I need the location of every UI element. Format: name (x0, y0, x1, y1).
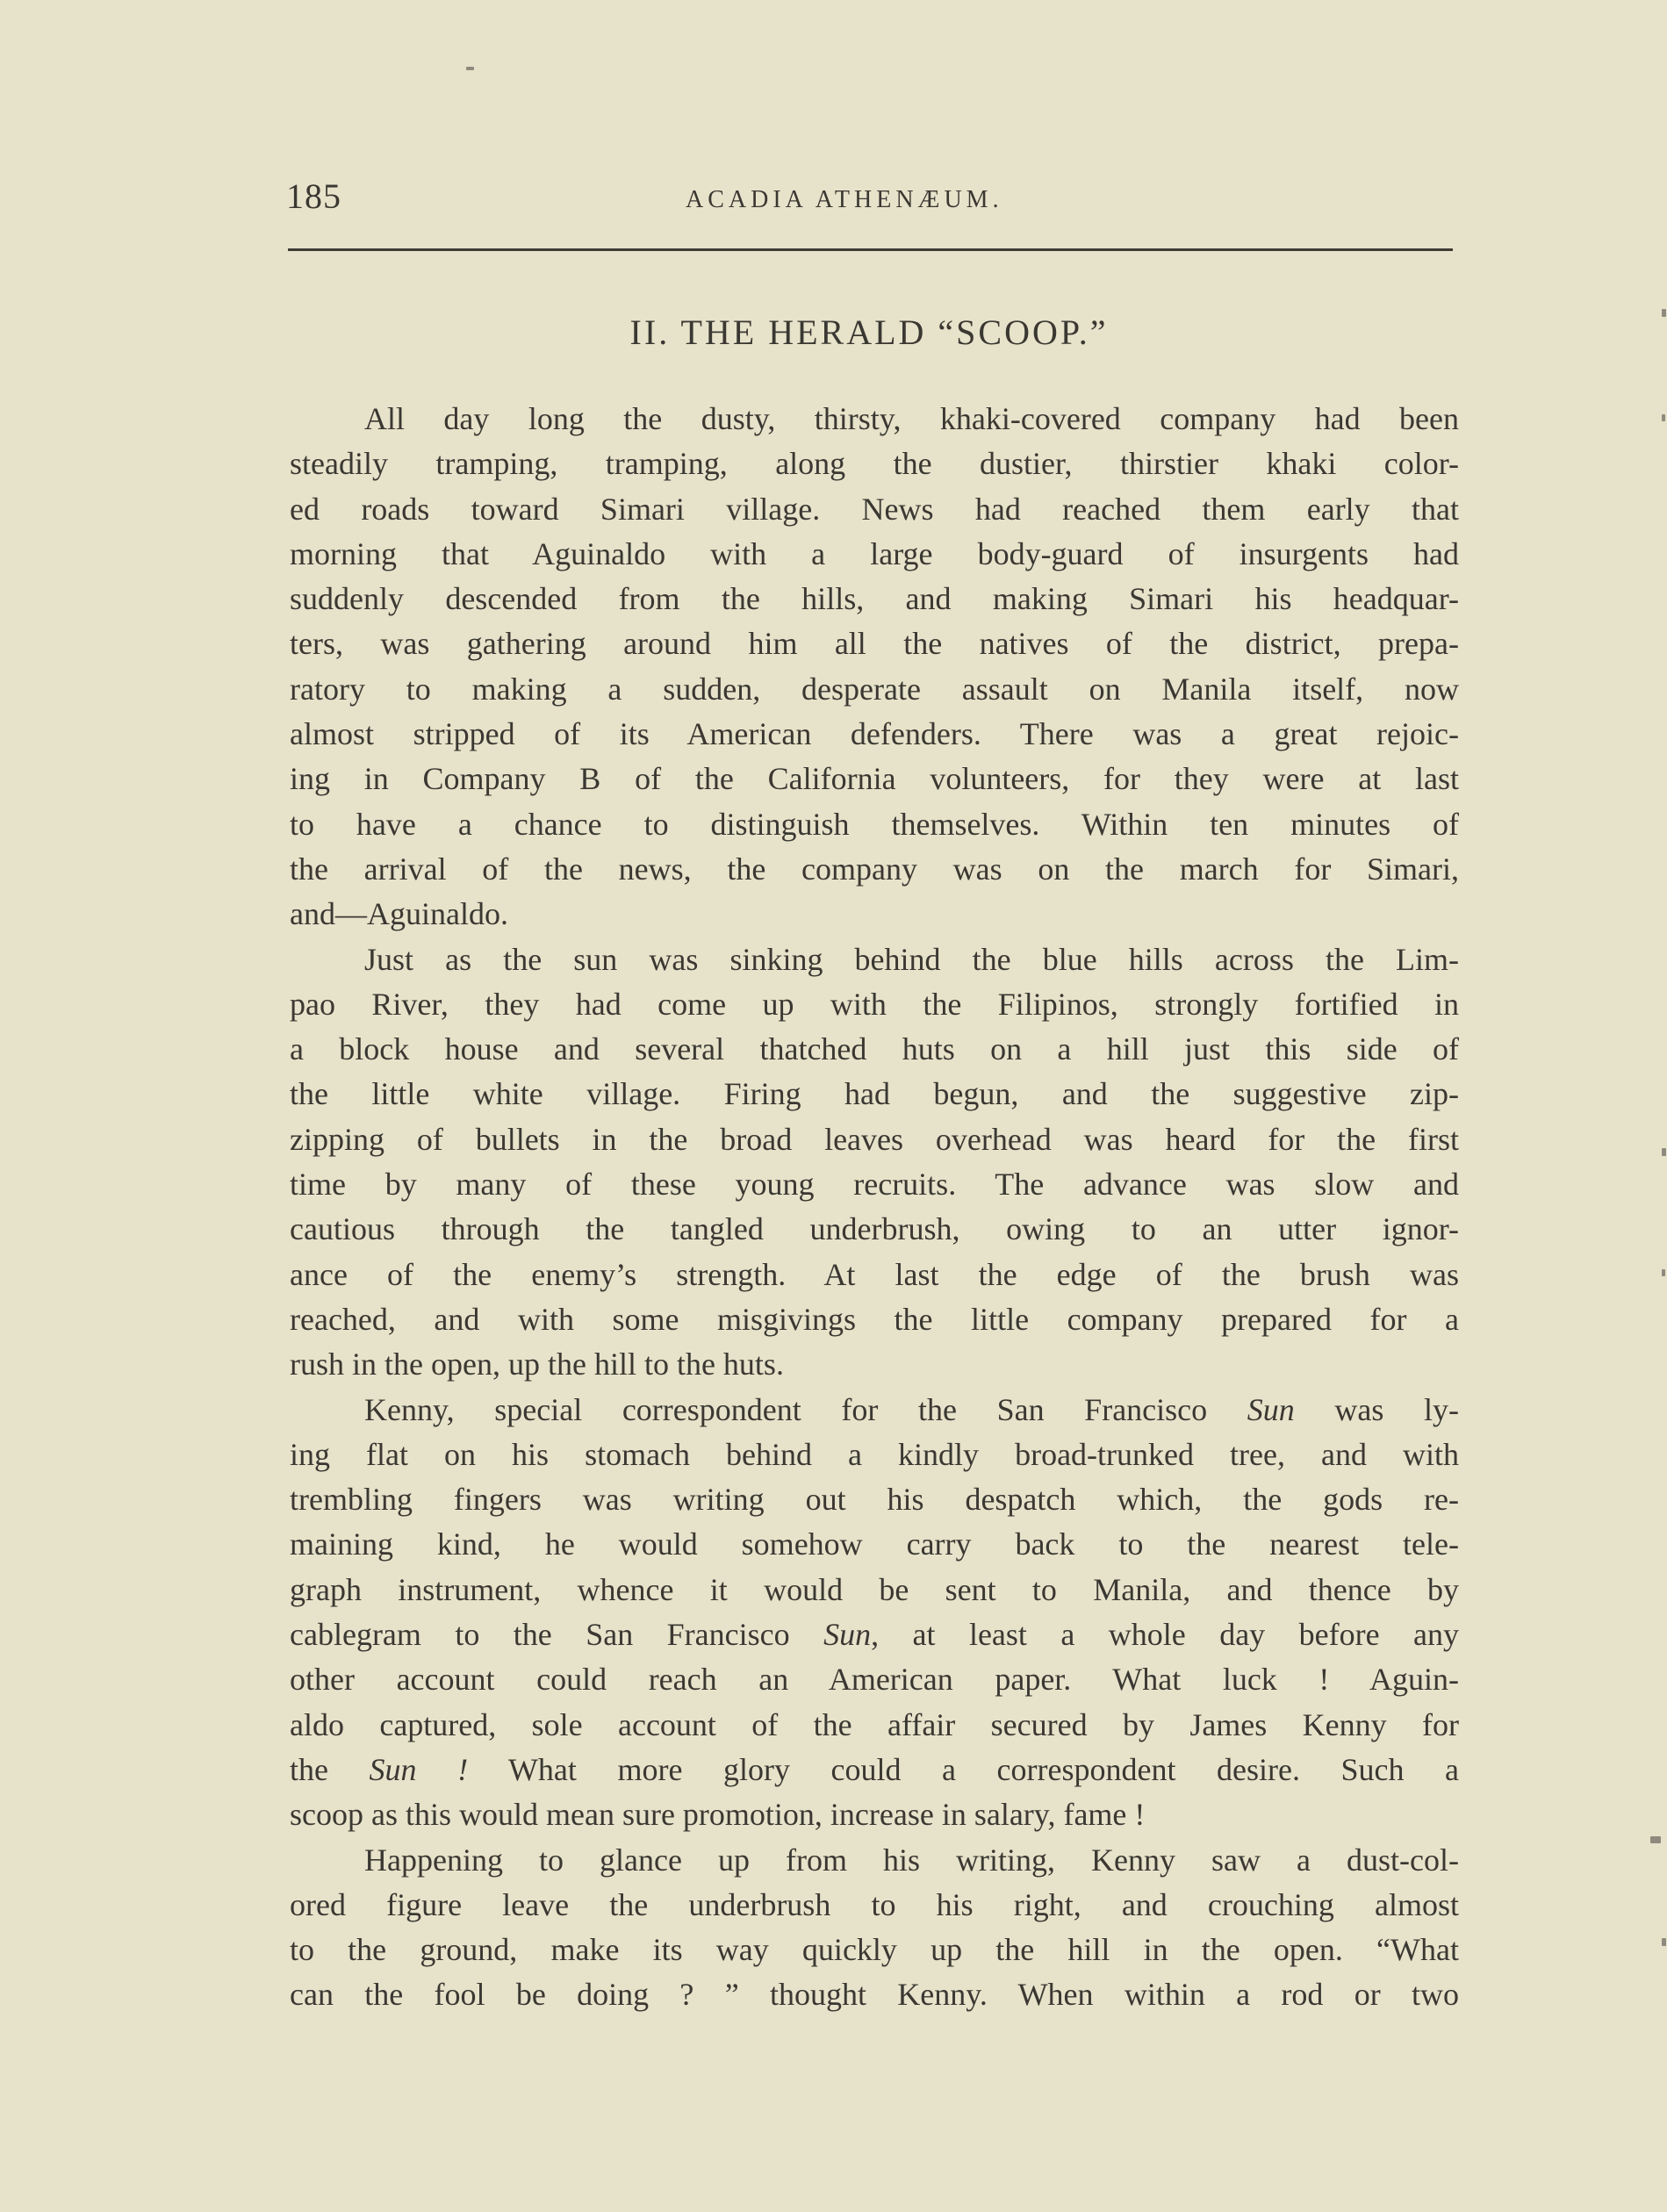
text-line (290, 1568, 1459, 1612)
line-text: ance of the enemy’s strength. At last the edge of the brush was (290, 1256, 1459, 1292)
line-text: can the fool be doing ? ” thought Kenny. When within a rod or two (290, 1977, 1459, 2013)
text-line (290, 1207, 1459, 1252)
line-text: cautious through the tangled underbrush, owing to an utter ignor- (290, 1211, 1459, 1247)
line-text: the (290, 1751, 370, 1787)
line-text: aldo captured, sole account of the affair secured by James Kenny for (290, 1706, 1459, 1742)
text-line (290, 1027, 1459, 1072)
line-text: cablegram to the San Francisco (290, 1617, 824, 1653)
text-line (290, 892, 1459, 937)
text-line (290, 1657, 1459, 1702)
text-line (290, 487, 1459, 532)
text-line (290, 1612, 1459, 1657)
line-text: Kenny, special correspondent for the San Francisco (364, 1391, 1247, 1427)
article-body (290, 397, 1459, 2018)
text-line (290, 577, 1459, 621)
line-text: rush in the open, up the hill to the huts. (290, 1347, 784, 1382)
line-text: other account could reach an American paper. What luck ! Aguin- (290, 1662, 1459, 1698)
italic-text: Sun (1247, 1391, 1295, 1427)
text-line (290, 1253, 1459, 1297)
line-text: ing in Company B of the California volunteers, for they were at last (290, 761, 1459, 797)
speck-mark (1650, 1836, 1661, 1843)
text-line (290, 442, 1459, 486)
speck-mark (1662, 309, 1666, 317)
text-line (290, 937, 1459, 982)
line-text: , at least a whole day before any (871, 1617, 1459, 1653)
paragraph (290, 397, 1459, 937)
text-line (290, 1883, 1459, 1928)
line-text: almost stripped of its American defenders. There was a great rejoic- (290, 716, 1459, 752)
text-line (290, 982, 1459, 1027)
line-text: morning that Aguinaldo with a large body-guard of insurgents had (290, 535, 1459, 571)
text-line (290, 1748, 1459, 1792)
text-line (290, 1522, 1459, 1567)
text-line (290, 532, 1459, 577)
text-line (290, 1388, 1459, 1433)
text-line (290, 1972, 1459, 2017)
text-line (290, 757, 1459, 801)
text-line (290, 667, 1459, 712)
line-text: scoop as this would mean sure promotion, increase in salary, fame ! (290, 1797, 1146, 1833)
line-text: ed roads toward Simari village. News had reached them early that (290, 491, 1459, 527)
text-line (290, 1928, 1459, 1972)
running-head (286, 176, 1454, 228)
line-text: the little white village. Firing had begun, and the suggestive zip- (290, 1076, 1459, 1112)
text-line (290, 1433, 1459, 1477)
line-text: maining kind, he would somehow carry back to the nearest tele- (290, 1526, 1459, 1562)
line-text: to have a chance to distinguish themselves. Within ten minutes of (290, 806, 1459, 842)
line-text: suddenly descended from the hills, and making Simari his headquar- (290, 581, 1459, 617)
line-text: ratory to making a sudden, desperate assault on Manila itself, now (290, 671, 1459, 707)
text-line (290, 847, 1459, 892)
journal-title: ACADIA ATHENÆUM. (686, 186, 1003, 213)
line-text: zipping of bullets in the broad leaves overhead was heard for the first (290, 1121, 1459, 1157)
line-text: trembling fingers was writing out his despatch which, the gods re- (290, 1482, 1459, 1518)
line-text: pao River, they had come up with the Filipinos, strongly fortified in (290, 986, 1459, 1022)
text-line (290, 1477, 1459, 1522)
italic-text: Sun ! (369, 1751, 469, 1787)
line-text: the arrival of the news, the company was on the march for Simari, (290, 851, 1459, 887)
text-line (290, 802, 1459, 847)
section-title: II. THE HERALD “SCOOP.” (629, 312, 1109, 352)
line-text: reached, and with some misgivings the little company prepared for a (290, 1301, 1459, 1337)
line-text: time by many of these young recruits. The advance was slow and (290, 1167, 1459, 1203)
text-line (290, 1703, 1459, 1748)
line-text: ters, was gathering around him all the natives of the district, prepa- (290, 626, 1459, 662)
speck-mark (1662, 414, 1665, 421)
text-line (290, 1162, 1459, 1207)
italic-text: Sun (823, 1617, 872, 1653)
line-text: All day long the dusty, thirsty, khaki-covered company had been (364, 401, 1459, 436)
text-line (290, 1792, 1459, 1837)
paragraph (290, 1838, 1459, 2018)
paragraph (290, 937, 1459, 1388)
line-text: to the ground, make its way quickly up the hill in the open. “What (290, 1932, 1459, 1968)
line-text: ored figure leave the underbrush to his right, and crouching almost (290, 1886, 1459, 1922)
text-line (290, 397, 1459, 442)
speck-mark (466, 67, 474, 70)
page-number: 185 (286, 176, 341, 216)
text-line (290, 1117, 1459, 1162)
line-text: ing flat on his stomach behind a kindly broad-trunked tree, and with (290, 1436, 1459, 1472)
line-text: Happening to glance up from his writing, Kenny saw a dust-col- (364, 1842, 1459, 1878)
line-text: was ly- (1294, 1391, 1459, 1427)
text-line (290, 712, 1459, 757)
speck-mark (1662, 1148, 1666, 1156)
line-text: graph instrument, whence it would be sent to Manila, and thence by (290, 1571, 1459, 1607)
speck-mark (1662, 1269, 1665, 1276)
text-line (290, 621, 1459, 666)
text-line (290, 1342, 1459, 1387)
text-line (290, 1838, 1459, 1883)
speck-mark (1662, 1938, 1666, 1946)
line-text: steadily tramping, tramping, along the dustier, thirstier khaki color- (290, 446, 1459, 482)
text-line (290, 1072, 1459, 1117)
header-rule (288, 248, 1453, 251)
text-line (290, 1297, 1459, 1342)
line-text: What more glory could a correspondent desire. Such a (468, 1751, 1459, 1787)
line-text: Just as the sun was sinking behind the blue hills across the Lim- (364, 941, 1459, 977)
line-text: and—Aguinaldo. (290, 896, 508, 932)
paragraph (290, 1388, 1459, 1838)
line-text: a block house and several thatched huts on a hill just this side of (290, 1031, 1459, 1067)
